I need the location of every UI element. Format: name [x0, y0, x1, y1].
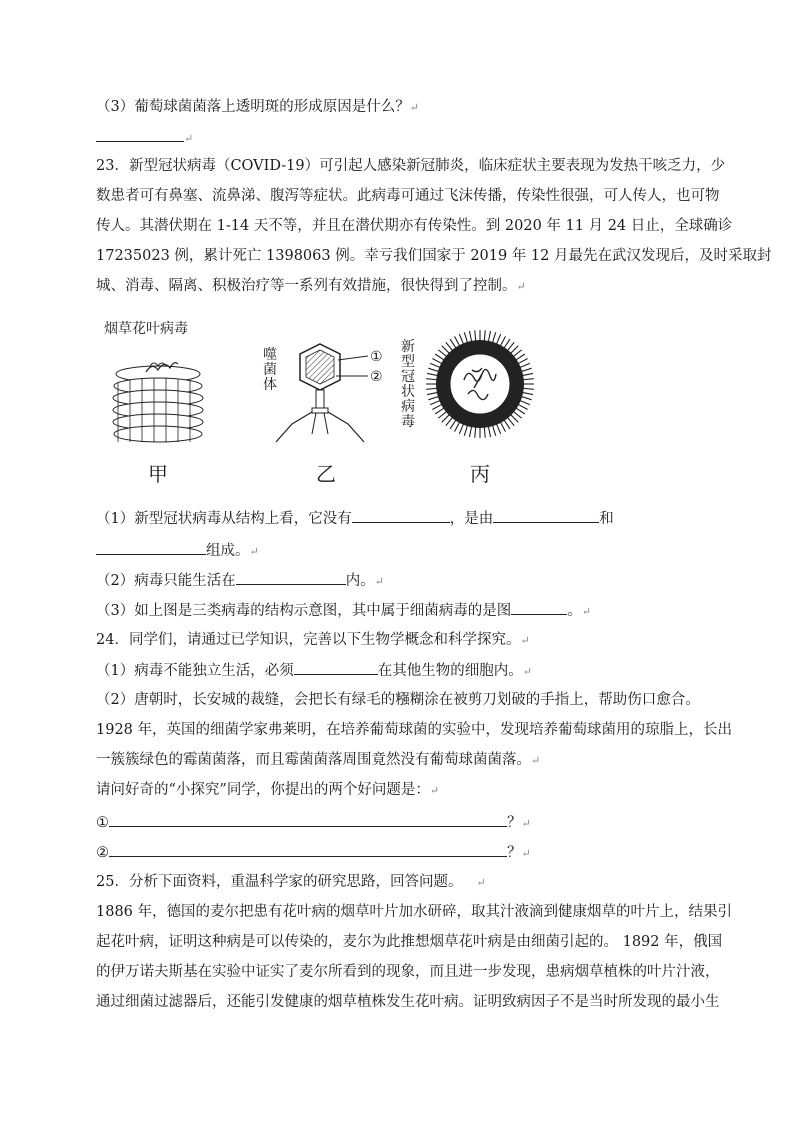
- covid-diagram: [424, 328, 536, 440]
- answer-blank[interactable]: [109, 842, 507, 857]
- answer-blank[interactable]: [96, 127, 184, 142]
- q24-1-question: （1）病毒不能独立生活，必须 在其他生物的细胞内。↵: [96, 660, 736, 682]
- answer-blank[interactable]: [96, 540, 206, 555]
- q25-passage-line: 1886 年，德国的麦尔把患有花叶病的烟草叶片加水研碎，取其汁液滴到健康烟草的叶片上，结果引: [96, 904, 733, 920]
- figure-label-b: 乙: [316, 462, 336, 486]
- figure-label-c: 丙: [470, 462, 490, 486]
- q23-passage-line: 城、消毒、隔离、积极治疗等一系列有效措施，很快得到了控制。↵: [96, 278, 526, 294]
- q23-3-question: （3）如上图是三类病毒的结构示意图，其中属于细菌病毒的是图 。↵: [96, 600, 736, 622]
- q23-passage-line: 传人。其潜伏期在 1-14 天不等，并且在潜伏期亦有传染性。到 2020 年 11 月 24 日止，全球确诊: [96, 218, 733, 234]
- q23-passage-line: 数患者可有鼻塞、流鼻涕、腹泻等症状。此病毒可通过飞沫传播，传染性很强，可人传人，也可物: [96, 188, 720, 204]
- q24-intro: 24．同学们，请通过已学知识，完善以下生物学概念和科学探究。↵: [96, 632, 530, 648]
- answer-blank[interactable]: [109, 812, 507, 827]
- answer-blank[interactable]: [236, 570, 346, 585]
- covid-label: 新型冠状病毒: [401, 339, 415, 430]
- q23-2-question: （2）病毒只能生活在 内。↵: [96, 570, 736, 592]
- answer-blank[interactable]: [294, 660, 378, 675]
- q24-passage-line: 1928 年，英国的细菌学家弗莱明，在培养葡萄球菌的实验中，发现培养葡萄球菌用的琼脂上，长出: [96, 722, 733, 738]
- q25-passage-line: 的伊万诺夫斯基在实验中证实了麦尔所看到的现象，而且进一步发现，患病烟草植株的叶片汁液，: [96, 964, 720, 980]
- q24-2-question: （2）唐朝时，长安城的裁缝，会把长有绿毛的糨糊涂在被剪刀划破的手指上，帮助伤口愈合。: [96, 692, 700, 708]
- q23-passage-line: 17235023 例，累计死亡 1398063 例。幸亏我们国家于 2019 年 12 月最先在武汉发现后，及时采取封: [96, 248, 772, 264]
- q25-passage-line: 起花叶病，证明这种病是可以传染的，麦尔为此推想烟草花叶病是由细菌引起的。 1892 年，俄国: [96, 934, 723, 950]
- pointer-1: ①: [370, 349, 383, 365]
- q23-1-continued: 组成。↵: [96, 540, 736, 562]
- q24-answer-1: ① ？↵: [96, 812, 736, 834]
- answer-blank[interactable]: [352, 508, 450, 523]
- q24-answer-2: ② ？↵: [96, 842, 736, 864]
- q22-3-answer-line: ↵: [96, 127, 736, 149]
- q23-passage-line: 23．新型冠状病毒（COVID-19）可引起人感染新冠肺炎，临床症状主要表现为发热干咳乏力，少: [96, 158, 726, 174]
- phage-label: 噬菌体: [263, 347, 277, 393]
- tmv-label: 烟草花叶病毒: [104, 321, 188, 337]
- q25-intro: 25．分析下面资料，重温科学家的研究思路，回答问题。 ↵: [96, 874, 486, 890]
- tmv-diagram: [98, 352, 218, 452]
- figure-label-a: 甲: [148, 462, 168, 486]
- pointer-2: ②: [370, 369, 383, 385]
- q24-ask: 请问好奇的“小探究”同学，你提出的两个好问题是：↵: [96, 782, 440, 798]
- answer-blank[interactable]: [493, 508, 599, 523]
- q23-1-question: （1）新型冠状病毒从结构上看，它没有 ，是由 和: [96, 508, 736, 529]
- q22-3-question: （3）葡萄球菌菌落上透明斑的形成原因是什么？↵: [96, 99, 419, 115]
- answer-blank[interactable]: [511, 600, 567, 615]
- q25-passage-line: 通过细菌过滤器后，还能引发健康的烟草植株发生花叶病。证明致病因子不是当时所发现的最小生: [96, 994, 720, 1010]
- q24-passage-line: 一簇簇绿色的霉菌菌落，而且霉菌菌落周围竟然没有葡萄球菌菌落。↵: [96, 752, 541, 768]
- phage-diagram: [266, 336, 386, 448]
